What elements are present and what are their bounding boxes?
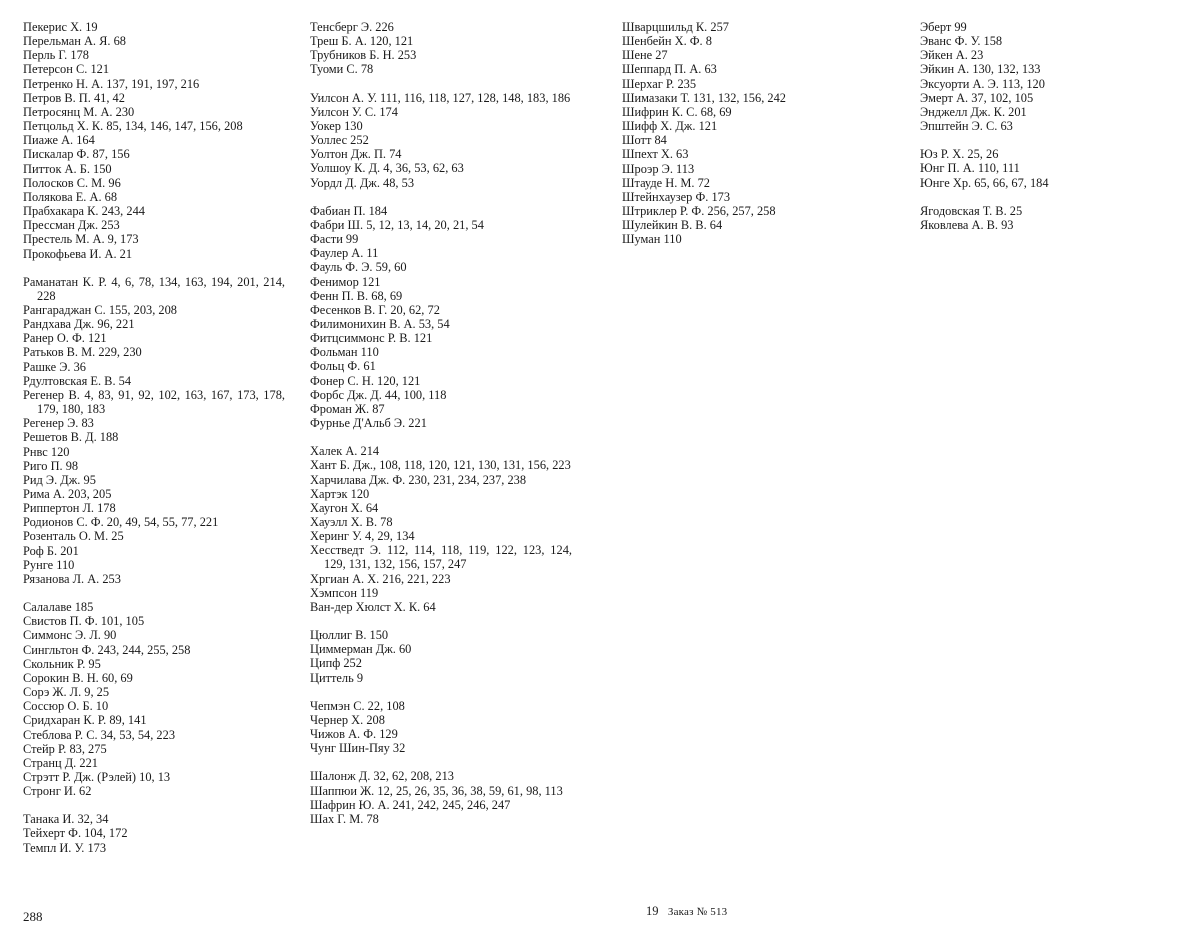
index-entry: Ранер О. Ф. 121: [23, 331, 107, 346]
index-entry: Чепмэн С. 22, 108: [310, 698, 405, 713]
index-entry: Рид Э. Дж. 95: [23, 472, 96, 487]
index-entry: Шварцшильд К. 257: [622, 20, 729, 34]
index-entry: Соссюр О. Б. 10: [23, 699, 109, 714]
index-entry: Фольман 110: [310, 345, 379, 360]
index-entry: Ван-дер Хюлст Х. К. 64: [310, 599, 436, 614]
index-entry: Шеппард П. А. 63: [622, 62, 717, 77]
index-entry: Сридхаран К. Р. 89, 141: [23, 713, 147, 728]
index-entry: Петерсон С. 121: [23, 62, 110, 77]
index-entry: Ципф 252: [310, 656, 362, 671]
index-entry: Шотт 84: [622, 133, 667, 148]
index-entry: Шпехт Х. 63: [622, 147, 689, 162]
index-entry: Эмерт А. 37, 102, 105: [920, 90, 1034, 105]
index-entry: Шроэр Э. 113: [622, 161, 695, 176]
index-entry: Уолтон Дж. П. 74: [310, 147, 402, 162]
index-column-4: [920, 20, 1182, 232]
index-entry: Уордл Д. Дж. 48, 53: [310, 175, 415, 190]
index-entry: Юнг П. А. 110, 111: [920, 161, 1020, 176]
index-entry: Шулейкин В. В. 64: [622, 218, 723, 233]
index-entry: Странц Д. 221: [23, 755, 98, 770]
index-entry: Шалонж Д. 32, 62, 208, 213: [310, 769, 454, 784]
index-entry: Чижов А. Ф. 129: [310, 727, 398, 742]
index-entry: Роф Б. 201: [23, 543, 79, 558]
index-entry: Эксуорти А. Э. 113, 120: [920, 76, 1045, 91]
index-entry: Хргиан А. Х. 216, 221, 223: [310, 571, 451, 586]
index-entry: Ягодовская Т. В. 25: [920, 203, 1023, 218]
index-entry: Решетов В. Д. 188: [23, 430, 119, 445]
index-entry: Уилсон А. У. 111, 116, 118, 127, 128, 148, 183, 186: [310, 90, 571, 105]
index-entry: Фенн П. В. 68, 69: [310, 288, 403, 303]
index-entry: Шах Г. М. 78: [310, 811, 379, 826]
index-entry: Раманатан К. Р. 4, 6, 78, 134, 163, 194, 201, 214, 228: [23, 274, 285, 303]
index-entry: Чернер Х. 208: [310, 712, 385, 727]
index-column-2: [310, 20, 572, 826]
index-entry: Эйкин А. 130, 132, 133: [920, 62, 1041, 77]
section-gap: [23, 586, 285, 600]
index-entry: Риго П. 98: [23, 458, 79, 473]
index-entry: Филимонихин В. А. 53, 54: [310, 316, 450, 331]
order-number: Заказ № 513: [667, 906, 728, 918]
section-gap: [920, 190, 1182, 204]
index-column-1: [23, 20, 285, 855]
index-entry: Престель М. А. 9, 173: [23, 232, 139, 247]
index-entry: Полосков С. М. 96: [23, 175, 121, 190]
index-entry: Фаулер А. 11: [310, 246, 379, 261]
index-entry: Регенер Э. 83: [23, 416, 94, 431]
index-entry: Юнге Хр. 65, 66, 67, 184: [920, 175, 1049, 190]
index-entry: Сингльтон Ф. 243, 244, 255, 258: [23, 642, 191, 657]
index-entry: Симмонс Э. Л. 90: [23, 628, 117, 643]
index-entry: Уилсон У. С. 174: [310, 104, 398, 119]
index-entry: Фонер С. Н. 120, 121: [310, 373, 421, 388]
index-entry: Стрэтт Р. Дж. (Рэлей) 10, 13: [23, 769, 171, 784]
section-gap: [310, 430, 572, 444]
index-entry: Шимазаки Т. 131, 132, 156, 242: [622, 90, 786, 105]
index-entry: Шене 27: [622, 48, 668, 63]
index-entry: Регенер В. 4, 83, 91, 92, 102, 163, 167, 173, 178, 179, 180, 183: [23, 387, 285, 417]
index-entry: Фольц Ф. 61: [310, 359, 376, 374]
index-entry: Рашке Э. 36: [23, 359, 87, 374]
section-gap: [23, 798, 285, 812]
section-gap: [920, 133, 1182, 147]
index-entry: Фабиан П. 184: [310, 203, 388, 218]
index-entry: Циттель 9: [310, 670, 364, 685]
index-entry: Цюллиг В. 150: [310, 628, 389, 643]
index-entry: Трубников Б. Н. 253: [310, 48, 417, 63]
index-entry: Сорэ Ж. Л. 9, 25: [23, 685, 110, 700]
index-entry: Штриклер Р. Ф. 256, 257, 258: [622, 204, 776, 219]
index-entry: Чунг Шин-Пяу 32: [310, 741, 406, 756]
index-entry: Хант Б. Дж., 108, 118, 120, 121, 130, 131, 156, 223: [310, 458, 571, 473]
index-entry: Питток А. Б. 150: [23, 161, 112, 176]
index-entry: Родионов С. Ф. 20, 49, 54, 55, 77, 221: [23, 515, 219, 530]
index-entry: Стронг И. 62: [23, 784, 92, 799]
index-entry: Хауэлл Х. В. 78: [310, 515, 393, 529]
index-entry: Риппертон Л. 178: [23, 501, 116, 516]
index-entry: Херинг У. 4, 29, 134: [310, 529, 415, 544]
index-entry: Шифрин К. С. 68, 69: [622, 104, 732, 119]
index-entry: Петросянц М. А. 230: [23, 104, 135, 119]
index-entry: Шифф Х. Дж. 121: [622, 119, 718, 134]
index-entry: Петцольд Х. К. 85, 134, 146, 147, 156, 208: [23, 119, 243, 134]
index-entry: Рнвс 120: [23, 444, 70, 459]
index-entry: Перельман А. Я. 68: [23, 34, 126, 49]
index-entry: Розенталь О. М. 25: [23, 529, 124, 544]
index-entry: Прабхакара К. 243, 244: [23, 204, 145, 219]
index-entry: Фасти 99: [310, 232, 359, 247]
index-entry: Шерхаг Р. 235: [622, 76, 697, 91]
index-entry: Рандхава Дж. 96, 221: [23, 317, 135, 332]
index-entry: Фитцсиммонс Р. В. 121: [310, 331, 433, 346]
index-entry: Рдултовская Е. В. 54: [23, 373, 132, 388]
index-entry: Фроман Ж. 87: [310, 401, 385, 416]
index-entry: Хэмпсон 119: [310, 585, 379, 600]
index-entry: Хартэк 120: [310, 486, 370, 501]
index-entry: Сорокин В. Н. 60, 69: [23, 670, 133, 685]
index-entry: Эпштейн Э. С. 63: [920, 119, 1013, 134]
index-entry: Штауде Н. М. 72: [622, 175, 710, 190]
printer-footer: [646, 904, 727, 919]
index-entry: Рима А. 203, 205: [23, 487, 112, 501]
index-entry: Тенсберг Э. 226: [310, 20, 394, 34]
index-column-3: [622, 20, 884, 247]
index-entry: Прокофьева И. А. 21: [23, 246, 133, 261]
index-entry: Фесенков В. Г. 20, 62, 72: [310, 302, 440, 317]
index-entry: Уоллес 252: [310, 133, 369, 148]
index-entry: Треш Б. А. 120, 121: [310, 34, 414, 49]
index-entry: Танака И. 32, 34: [23, 812, 109, 827]
index-entry: Халек А. 214: [310, 444, 380, 459]
index-entry: Пекерис X. 19: [23, 20, 98, 34]
index-entry: Петров В. П. 41, 42: [23, 90, 125, 105]
index-entry: Циммерман Дж. 60: [310, 642, 412, 657]
index-entry: Пискалар Ф. 87, 156: [23, 147, 130, 162]
index-entry: Рангараджан С. 155, 203, 208: [23, 302, 177, 317]
index-entry: Тейхерт Ф. 104, 172: [23, 826, 128, 841]
index-entry: Шенбейн Х. Ф. 8: [622, 34, 712, 49]
page-number: 288: [23, 909, 43, 924]
index-entry: Харчилава Дж. Ф. 230, 231, 234, 237, 238: [310, 472, 527, 487]
index-entry: Рязанова Л. А. 253: [23, 571, 121, 586]
index-entry: Штейнхаузер Ф. 173: [622, 189, 731, 204]
index-entry: Салалаве 185: [23, 600, 94, 615]
index-entry: Прессман Дж. 253: [23, 218, 120, 233]
index-entry: Рунге 110: [23, 557, 75, 572]
section-gap: [310, 685, 572, 699]
index-entry: Юз Р. Х. 25, 26: [920, 147, 999, 162]
index-entry: Шафрин Ю. А. 241, 242, 245, 246, 247: [310, 797, 511, 812]
index-entry: Фауль Ф. Э. 59, 60: [310, 260, 407, 275]
index-entry: Полякова Е. А. 68: [23, 189, 118, 204]
index-entry: Стеблова Р. С. 34, 53, 54, 223: [23, 727, 176, 742]
section-gap: [310, 614, 572, 628]
index-entry: Фурнье Д'Альб Э. 221: [310, 416, 427, 431]
index-entry: Эйкен А. 23: [920, 48, 984, 63]
index-entry: Темпл И. У. 173: [23, 840, 107, 855]
index-entry: Туоми С. 78: [310, 62, 374, 77]
index-entry: Эберт 99: [920, 20, 967, 34]
index-entry: Эванс Ф. У. 158: [920, 34, 1003, 49]
index-entry: Пиаже А. 164: [23, 133, 95, 148]
section-gap: [310, 190, 572, 204]
index-entry: Шуман 110: [622, 232, 682, 247]
index-entry: Форбс Дж. Д. 44, 100, 118: [310, 387, 447, 402]
index-entry: Фабри Ш. 5, 12, 13, 14, 20, 21, 54: [310, 217, 484, 232]
index-entry: Шаппюи Ж. 12, 25, 26, 35, 36, 38, 59, 61, 98, 113: [310, 783, 563, 798]
index-entry: Скольник Р. 95: [23, 656, 101, 671]
index-entry: Яковлева А. В. 93: [920, 217, 1014, 232]
index-entry: Хаугон Х. 64: [310, 500, 379, 515]
index-entry: Уокер 130: [310, 118, 363, 133]
index-entry: Петренко Н. А. 137, 191, 197, 216: [23, 76, 200, 91]
section-gap: [310, 755, 572, 769]
index-entry: Фенимор 121: [310, 274, 381, 289]
section-gap: [23, 261, 285, 275]
section-gap: [310, 77, 572, 91]
index-entry: Хесстведт Э. 112, 114, 118, 119, 122, 123, 124, 129, 131, 132, 156, 157, 247: [310, 543, 572, 572]
index-entry: Энджелл Дж. К. 201: [920, 104, 1027, 119]
index-entry: Уолшоу К. Д. 4, 36, 53, 62, 63: [310, 161, 464, 176]
index-entry: Ратьков В. М. 229, 230: [23, 345, 142, 360]
index-entry: Свистов П. Ф. 101, 105: [23, 614, 145, 629]
index-entry: Стейр Р. 83, 275: [23, 741, 107, 756]
signature-number: 19: [646, 904, 659, 918]
index-entry: Перль Г. 178: [23, 48, 89, 63]
